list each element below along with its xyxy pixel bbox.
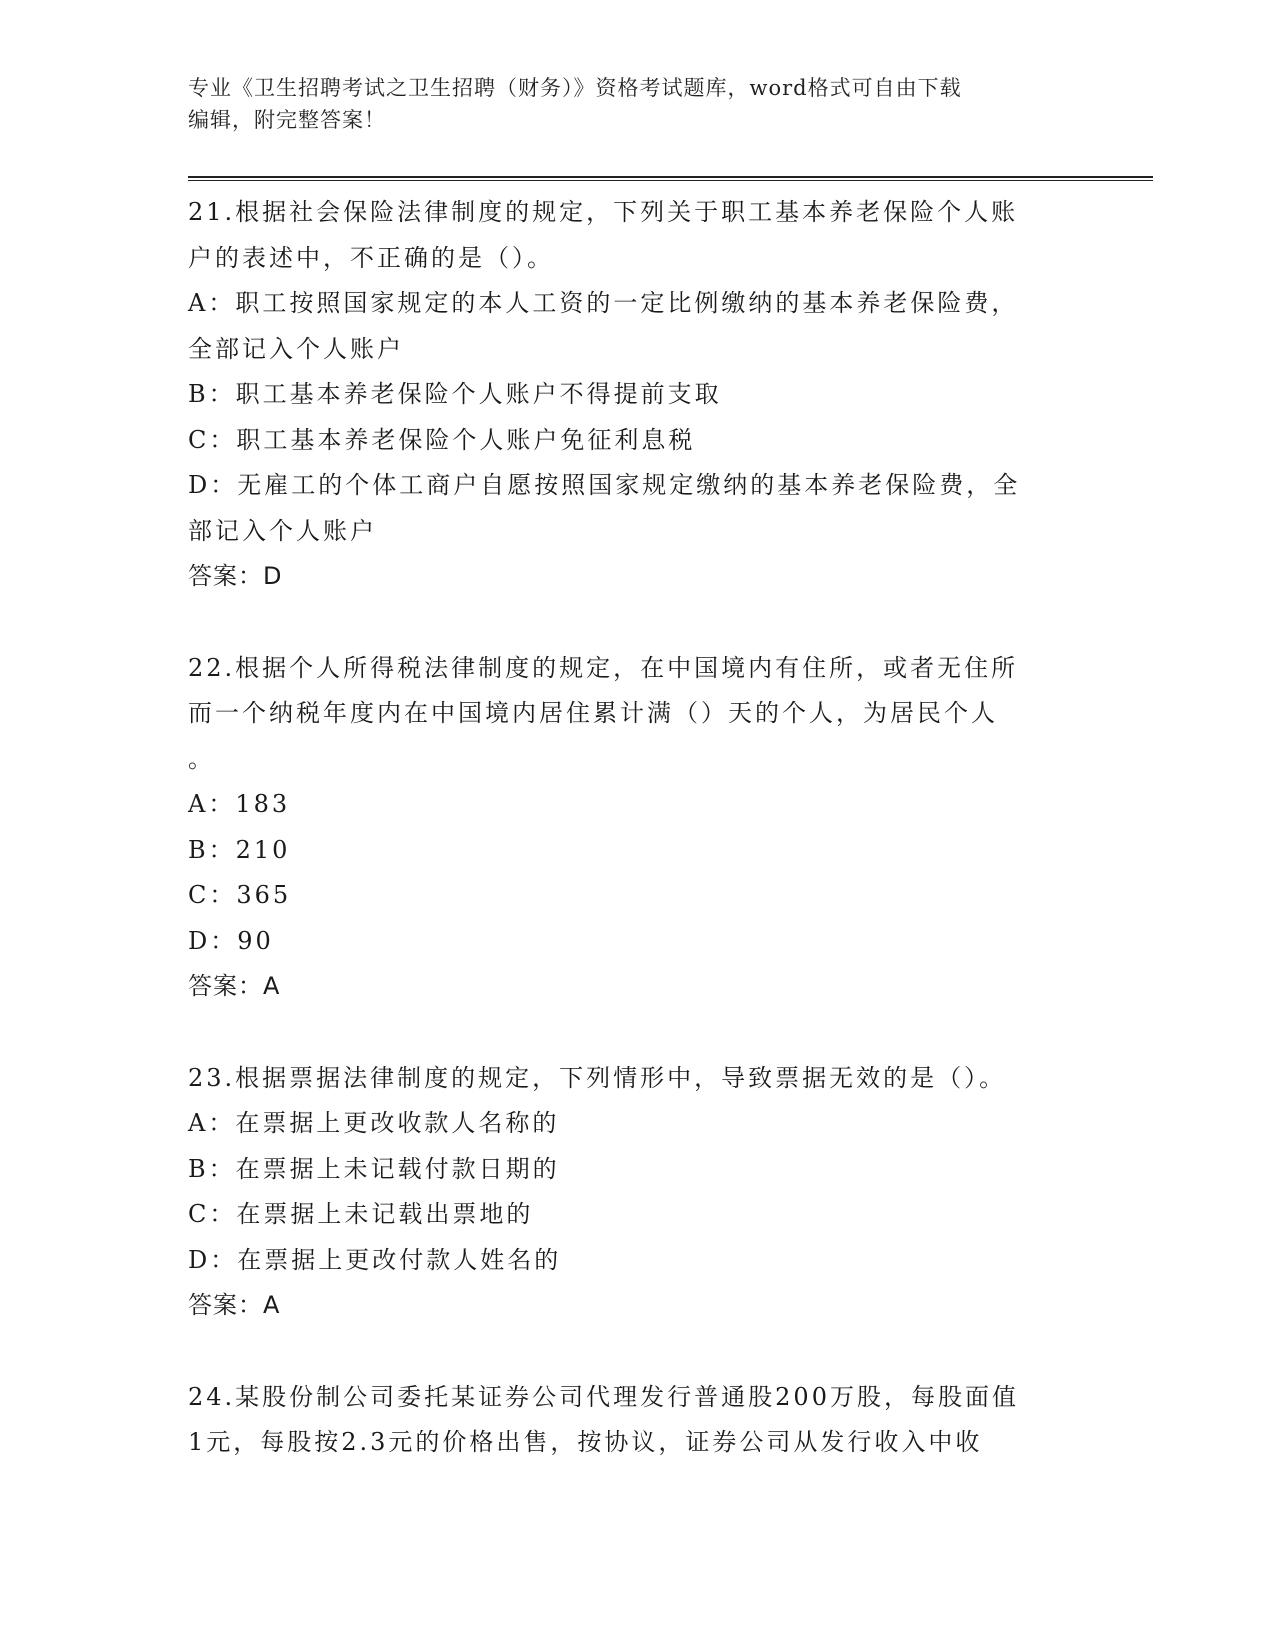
- question-list: [188, 190, 1078, 1512]
- document-header: [188, 72, 1078, 136]
- option-line: B：210: [188, 835, 291, 864]
- option-line: A：183: [188, 790, 291, 818]
- option-line: 部记入个人账户: [188, 516, 377, 545]
- option-line: 全部记入个人账户: [188, 334, 404, 363]
- question-21: [188, 190, 1078, 600]
- question-stem-line: 户的表述中，不正确的是（）。: [188, 243, 554, 272]
- option-line: D：90: [188, 926, 274, 955]
- answer-line: 答案：A: [188, 1291, 281, 1319]
- header-line-1: 专业《卫生招聘考试之卫生招聘（财务）》资格考试题库，word格式可自由下载: [188, 76, 962, 100]
- option-line: C：职工基本养老保险个人账户免征利息税: [188, 425, 696, 454]
- question-stem-line: 。: [188, 744, 215, 773]
- question-stem-line: 而一个纳税年度内在中国境内居住累计满（）天的个人，为居民个人: [188, 699, 998, 727]
- answer-line: 答案：A: [188, 972, 281, 1000]
- option-line: D：无雇工的个体工商户自愿按照国家规定缴纳的基本养老保险费，全: [188, 471, 1021, 499]
- option-line: C：365: [188, 881, 292, 909]
- option-line: A：在票据上更改收款人名称的: [188, 1109, 560, 1137]
- question-24: [188, 1375, 1078, 1466]
- question-stem-line: 23.根据票据法律制度的规定，下列情形中，导致票据无效的是（）。: [188, 1063, 1007, 1092]
- question-23: [188, 1056, 1078, 1329]
- header-line-2: 编辑，附完整答案！: [188, 108, 386, 132]
- header-divider: [188, 176, 1153, 181]
- answer-line: 答案：D: [188, 562, 283, 590]
- question-stem-line: 1元，每股按2.3元的价格出售，按协议，证券公司从发行收入中收: [188, 1428, 983, 1456]
- option-line: A：职工按照国家规定的本人工资的一定比例缴纳的基本养老保险费，: [188, 289, 1019, 317]
- question-stem-line: 24.某股份制公司委托某证券公司代理发行普通股200万股，每股面值: [188, 1382, 1019, 1411]
- option-line: D：在票据上更改付款人姓名的: [188, 1245, 562, 1274]
- question-22: [188, 646, 1078, 1010]
- question-stem-line: 21.根据社会保险法律制度的规定，下列关于职工基本养老保险个人账: [188, 198, 1019, 226]
- question-stem-line: 22.根据个人所得税法律制度的规定，在中国境内有住所，或者无住所: [188, 653, 1019, 682]
- option-line: C：在票据上未记载出票地的: [188, 1200, 534, 1228]
- option-line: B：在票据上未记载付款日期的: [188, 1154, 560, 1183]
- option-line: B：职工基本养老保险个人账户不得提前支取: [188, 380, 722, 408]
